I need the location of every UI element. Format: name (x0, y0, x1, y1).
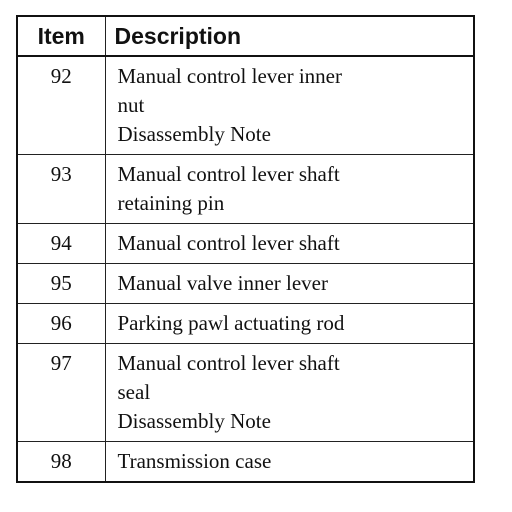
description-cell (105, 56, 473, 155)
table-body (18, 56, 473, 481)
item-number-cell: 95 (18, 264, 105, 304)
table-row (18, 442, 473, 482)
table-row (18, 224, 473, 264)
description-column-header: Description (105, 17, 473, 56)
item-column-header: Item (18, 17, 105, 56)
description-line: Manual valve inner lever (117, 271, 328, 295)
table-row (18, 56, 473, 155)
parts-table (18, 17, 473, 481)
item-number-cell: 94 (18, 224, 105, 264)
parts-table-frame (16, 15, 475, 483)
disassembly-note-line: Disassembly Note (117, 122, 271, 146)
table-row (18, 344, 473, 442)
description-line: Manual control lever shaft (117, 231, 340, 255)
description-line: Transmission case (117, 449, 272, 473)
description-line: Parking pawl actuating rod (117, 311, 345, 335)
description-line: Manual control lever inner (117, 64, 342, 88)
description-cell (105, 224, 473, 264)
item-number-cell: 92 (18, 56, 105, 155)
description-cell (105, 155, 473, 224)
item-number-cell: 98 (18, 442, 105, 482)
table-header-row (18, 17, 473, 56)
description-line: Manual control lever shaft (117, 351, 340, 375)
item-number-cell: 97 (18, 344, 105, 442)
item-number-cell: 93 (18, 155, 105, 224)
item-number-cell: 96 (18, 304, 105, 344)
description-cell (105, 264, 473, 304)
description-line: seal (117, 380, 151, 404)
description-line: Manual control lever shaft (117, 162, 340, 186)
table-row (18, 264, 473, 304)
description-line: nut (117, 93, 145, 117)
table-row (18, 304, 473, 344)
table-row (18, 155, 473, 224)
description-cell (105, 442, 473, 482)
disassembly-note-line: Disassembly Note (117, 409, 271, 433)
description-cell (105, 304, 473, 344)
description-cell (105, 344, 473, 442)
description-line: retaining pin (117, 191, 225, 215)
